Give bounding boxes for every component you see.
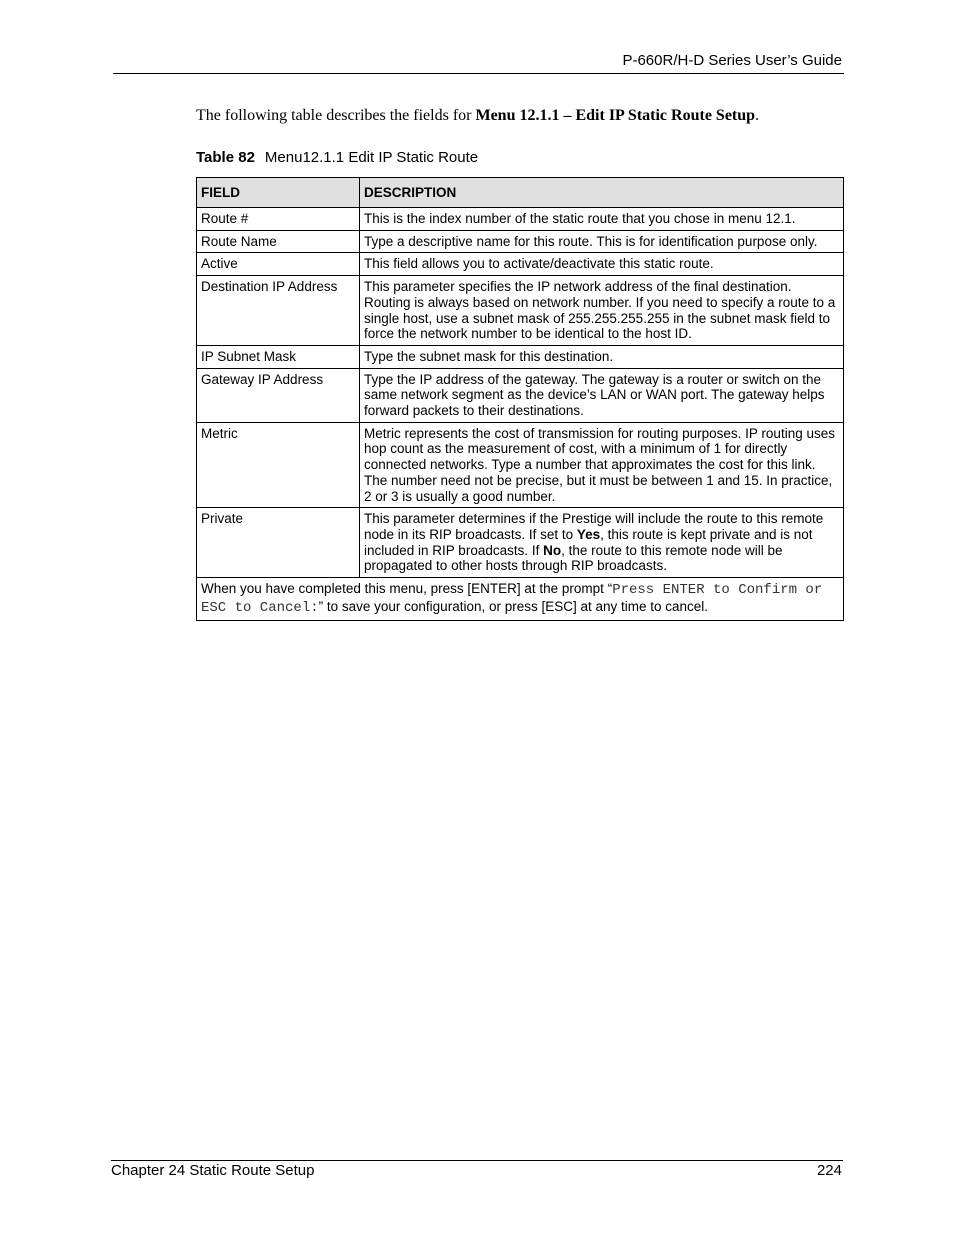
header-rule: [113, 73, 844, 74]
footer-chapter: Chapter 24 Static Route Setup: [111, 1162, 315, 1179]
footer-page-number: 224: [816, 1162, 842, 1179]
table-row: [197, 230, 844, 253]
table-row: [197, 422, 844, 508]
fields-table: [196, 177, 844, 621]
note-cell: [197, 578, 844, 621]
table-caption-label: Table 82: [196, 149, 255, 166]
description-cell: This field allows you to activate/deactivate this static route.: [360, 253, 844, 276]
field-cell: Destination IP Address: [197, 276, 360, 346]
table-note-row: [197, 578, 844, 621]
description-cell: [360, 508, 844, 578]
intro-paragraph: [196, 107, 759, 125]
footer-rule: [111, 1160, 843, 1161]
field-cell: IP Subnet Mask: [197, 345, 360, 368]
intro-suffix: .: [755, 107, 760, 124]
description-cell: Type the IP address of the gateway. The gateway is a router or switch on the same network segment as the device’s LAN or WAN port. The gateway helps forward packets to their destinations.: [360, 368, 844, 422]
description-cell: This parameter specifies the IP network address of the final destination. Routing is always based on network number. If you need to specify a route to a single host, use a subnet mask of 255.255.255.255 in the subnet mask field to force the network number to be identical to the host ID.: [360, 276, 844, 346]
note-suffix: ” to save your configuration, or press [ESC] at any time to cancel.: [318, 598, 709, 614]
table-row: [197, 253, 844, 276]
field-cell: Route Name: [197, 230, 360, 253]
field-cell: Gateway IP Address: [197, 368, 360, 422]
description-cell: Type the subnet mask for this destination.: [360, 345, 844, 368]
table-header-row: [197, 178, 844, 208]
field-cell: Metric: [197, 422, 360, 508]
field-cell: Route #: [197, 208, 360, 231]
private-desc-part2: , this route is kept private and is not included in RIP broadcasts. If: [364, 526, 813, 558]
intro-menu-name: Menu 12.1.1 – Edit IP Static Route Setup: [475, 107, 756, 124]
table-row-private: [197, 508, 844, 578]
column-header-description: DESCRIPTION: [360, 178, 844, 208]
table-row: [197, 276, 844, 346]
table-caption: [196, 149, 478, 166]
running-header: P-660R/H-D Series User’s Guide: [622, 52, 842, 69]
table-row: [197, 368, 844, 422]
description-cell: Type a descriptive name for this route. This is for identification purpose only.: [360, 230, 844, 253]
description-cell: Metric represents the cost of transmission for routing purposes. IP routing uses hop count as the measurement of cost, with a minimum of 1 for directly connected networks. Type a number that approximates the cost for this link. The number need not be precise, but it must be between 1 and 15. In practice, 2 or 3 is usually a good number.: [360, 422, 844, 508]
note-prefix: When you have completed this menu, press [ENTER] at the prompt “: [201, 581, 613, 597]
field-cell: Private: [197, 508, 360, 578]
description-cell: This is the index number of the static route that you chose in menu 12.1.: [360, 208, 844, 231]
table-row: [197, 345, 844, 368]
intro-prefix: The following table describes the fields for: [196, 107, 476, 124]
table-row: [197, 208, 844, 231]
private-desc-part1: This parameter determines if the Prestige will include the route to this remote node in its RIP broadcasts. If set to: [364, 511, 824, 542]
column-header-field: FIELD: [197, 178, 360, 208]
note-prompt: Press ENTER to Confirm or ESC to Cancel:: [201, 582, 823, 616]
private-desc-no: No: [543, 542, 562, 558]
private-desc-part3: , the route to this remote node will be propagated to other hosts through RIP broadcasts.: [364, 542, 783, 574]
field-cell: Active: [197, 253, 360, 276]
table-caption-text: Menu12.1.1 Edit IP Static Route: [264, 149, 479, 166]
private-desc-yes: Yes: [576, 526, 601, 542]
